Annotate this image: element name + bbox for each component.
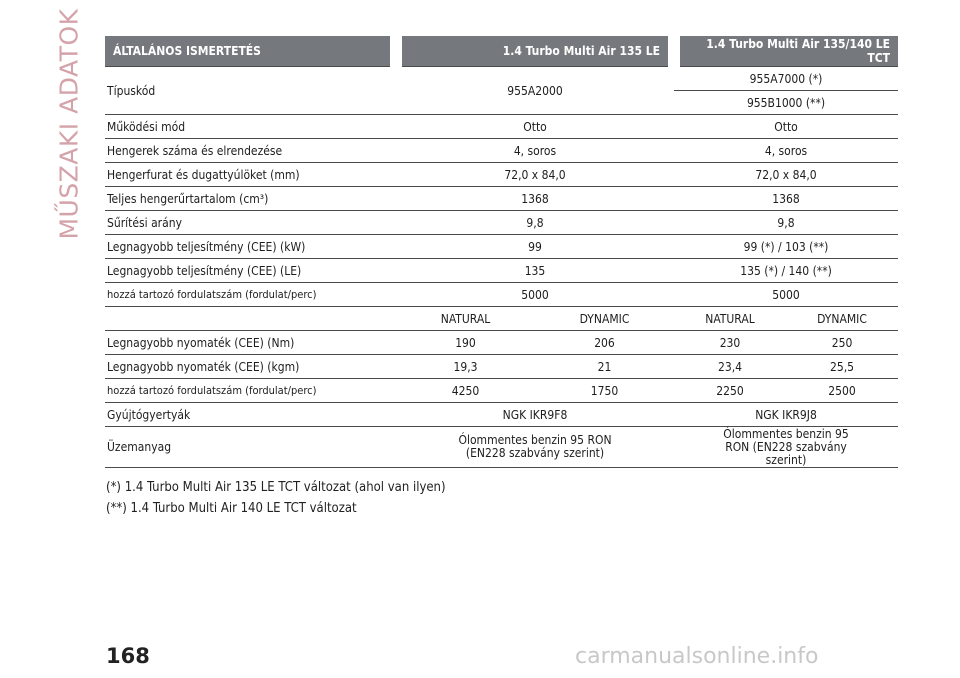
footnote-1: (*) 1.4 Turbo Multi Air 135 LE TCT változat (ahol van ilyen) [106, 480, 446, 495]
cell-value: 19,3 [396, 355, 535, 379]
cell-value: 4, soros [674, 139, 898, 163]
table-row [105, 115, 898, 139]
cell-value: 72,0 x 84,0 [674, 163, 898, 187]
cell-value: 9,8 [674, 211, 898, 235]
table-header-row [105, 36, 898, 67]
row-label: Legnagyobb teljesítmény (CEE) (LE) [105, 259, 396, 283]
cell-value: 4250 [396, 379, 535, 403]
cell-value: 4, soros [396, 139, 674, 163]
table-row [105, 163, 898, 187]
cell-value: Otto [674, 115, 898, 139]
cell-value: 135 (*) / 140 (**) [674, 259, 898, 283]
page-number: 168 [106, 644, 150, 668]
cell-value: 1368 [674, 187, 898, 211]
cell-value: 72,0 x 84,0 [396, 163, 674, 187]
header-135le: 1.4 Turbo Multi Air 135 LE [396, 36, 674, 67]
cell-value: 9,8 [396, 211, 674, 235]
row-label [105, 307, 396, 331]
cell-value: NGK IKR9J8 [674, 403, 898, 427]
section-title-text: MŰSZAKI ADATOK [54, 8, 84, 240]
table-row [105, 211, 898, 235]
cell-value: 206 [535, 331, 674, 355]
cell-value: 5000 [396, 283, 674, 307]
row-label: Működési mód [105, 115, 396, 139]
cell-value: 1750 [535, 379, 674, 403]
cell-value: 955A7000 (*) [674, 67, 898, 91]
cell-value: 23,4 [674, 355, 786, 379]
cell-value: 1368 [396, 187, 674, 211]
row-label: Gyújtógyertyák [105, 403, 396, 427]
table-row [105, 67, 898, 91]
row-label: Legnagyobb nyomaték (CEE) (kgm) [105, 355, 396, 379]
cell-value: 21 [535, 355, 674, 379]
row-label: Legnagyobb nyomaték (CEE) (Nm) [105, 331, 396, 355]
cell-value: 25,5 [786, 355, 898, 379]
table-row [105, 235, 898, 259]
row-label: Teljes hengerűrtartalom (cm³) [105, 187, 396, 211]
row-label: Sűrítési arány [105, 211, 396, 235]
spec-table [105, 36, 898, 468]
cell-value: 5000 [674, 283, 898, 307]
row-label: Hengerfurat és dugattyúlöket (mm) [105, 163, 396, 187]
mode-dynamic: DYNAMIC [786, 307, 898, 331]
row-label: Üzemanyag [105, 427, 396, 468]
cell-value: 2500 [786, 379, 898, 403]
watermark: carmanualsonline.info [575, 644, 819, 669]
row-label: Típuskód [105, 67, 396, 115]
cell-value: Otto [396, 115, 674, 139]
header-general: ÁLTALÁNOS ISMERTETÉS [105, 36, 396, 67]
table-row [105, 331, 898, 355]
table-row [105, 187, 898, 211]
cell-value: NGK IKR9F8 [396, 403, 674, 427]
cell-value: 955A2000 [396, 67, 674, 115]
cell-value: 99 (*) / 103 (**) [674, 235, 898, 259]
table-row [105, 355, 898, 379]
cell-value: 955B1000 (**) [674, 91, 898, 115]
header-tct: 1.4 Turbo Multi Air 135/140 LE TCT [674, 36, 898, 67]
row-label: Legnagyobb teljesítmény (CEE) (kW) [105, 235, 396, 259]
table-row [105, 427, 898, 468]
table-row [105, 283, 898, 307]
cell-value: 135 [396, 259, 674, 283]
section-title [54, 8, 84, 240]
mode-natural: NATURAL [674, 307, 786, 331]
mode-dynamic: DYNAMIC [535, 307, 674, 331]
table-row [105, 139, 898, 163]
cell-value: 99 [396, 235, 674, 259]
footnote-2: (**) 1.4 Turbo Multi Air 140 LE TCT változat [106, 501, 357, 516]
cell-value: 2250 [674, 379, 786, 403]
mode-header-row [105, 307, 898, 331]
row-label: Hengerek száma és elrendezése [105, 139, 396, 163]
cell-value: 250 [786, 331, 898, 355]
table-row [105, 259, 898, 283]
table-row [105, 379, 898, 403]
row-label: hozzá tartozó fordulatszám (fordulat/perc) [105, 283, 396, 307]
table-row [105, 403, 898, 427]
cell-value: 230 [674, 331, 786, 355]
cell-value: 190 [396, 331, 535, 355]
row-label: hozzá tartozó fordulatszám (fordulat/perc) [105, 379, 396, 403]
mode-natural: NATURAL [396, 307, 535, 331]
cell-value: Ólommentes benzin 95 RON (EN228 szabvány szerint) [396, 427, 674, 468]
cell-value: Ólommentes benzin 95 RON (EN228 szabvány szerint) [674, 427, 898, 468]
